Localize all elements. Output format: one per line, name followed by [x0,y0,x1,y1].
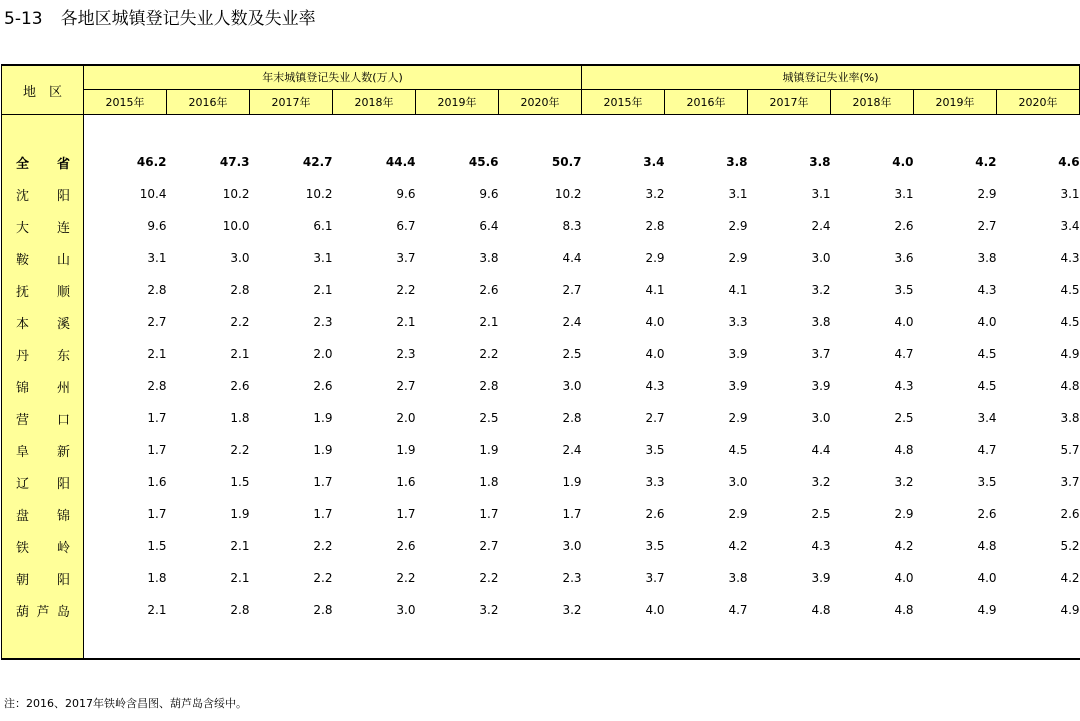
group-header-rate: 城镇登记失业率(%) [582,65,1080,89]
table-row [2,466,1080,498]
table-row [2,498,1080,530]
unemployment-rate-cell: 3.3 [728,315,748,329]
unemployed-count-cell: 2.1 [230,347,250,361]
unemployment-rate-cell: 3.9 [811,571,831,585]
region-name-char: 盘 [16,508,30,524]
region-name [2,242,84,274]
unemployment-rate-cell: 3.8 [809,155,831,169]
unemployed-count-cell: 10.2 [222,187,250,201]
unemployment-rate-cell: 3.7 [645,571,665,585]
unemployed-count-cell: 3.0 [396,603,416,617]
unemployed-count-cell: 2.8 [479,379,499,393]
unemployed-count-cell: 2.2 [479,571,499,585]
unemployment-rate-cell: 3.5 [977,475,997,489]
unemployment-rate-cell: 4.1 [728,283,748,297]
unemployed-count-cell: 1.7 [479,507,499,521]
unemployed-count-cell: 2.1 [313,283,333,297]
unemployed-count-cell: 1.9 [396,443,416,457]
region-name-char: 山 [56,252,70,268]
unemployed-count-cell: 2.8 [562,411,582,425]
unemployment-rate-cell: 3.0 [728,475,748,489]
table-body [2,115,1080,660]
region-name [2,370,84,402]
unemployment-rate-cell: 4.5 [1060,315,1080,329]
region-name [2,274,84,306]
region-name-char: 丹 [16,348,30,364]
unemployed-count-cell: 1.7 [313,507,333,521]
unemployment-rate-cell: 2.9 [728,411,748,425]
unemployed-count-cell: 1.9 [313,443,333,457]
unemployment-rate-cell: 4.8 [894,603,914,617]
region-name-char: 芦 [36,604,50,620]
unemployed-count-cell: 2.8 [230,283,250,297]
unemployed-count-cell: 1.5 [147,539,167,553]
region-name-char: 鞍 [16,252,30,268]
unemployment-rate-cell: 2.5 [811,507,831,521]
unemployment-rate-cell: 2.8 [645,219,665,233]
year-header-count: 2020年 [499,89,582,114]
unemployed-count-cell: 2.7 [396,379,416,393]
table-row [2,306,1080,338]
unemployed-count-cell: 1.8 [230,411,250,425]
region-name-char: 口 [56,412,70,428]
region-name-char: 州 [56,380,70,396]
unemployment-rate-cell: 2.6 [977,507,997,521]
region-name-char: 阳 [56,572,70,588]
unemployed-count-cell: 9.6 [479,187,499,201]
unemployed-count-cell: 1.8 [147,571,167,585]
tail-row [2,626,1080,659]
unemployed-count-cell: 2.2 [313,539,333,553]
table-row [2,434,1080,466]
group-header-count: 年末城镇登记失业人数(万人) [84,65,582,89]
unemployment-rate-cell: 4.3 [811,539,831,553]
table-row [2,146,1080,178]
unemployed-count-cell: 46.2 [136,155,167,169]
region-name-char: 本 [16,316,30,332]
unemployed-count-cell: 2.0 [396,411,416,425]
unemployed-count-cell: 2.5 [562,347,582,361]
unemployed-count-cell: 2.3 [562,571,582,585]
unemployed-count-cell: 8.3 [562,219,582,233]
region-name-char: 溪 [56,316,70,332]
unemployment-rate-cell: 4.0 [645,603,665,617]
region-name [2,178,84,210]
unemployment-rate-cell: 2.9 [728,507,748,521]
unemployed-count-cell: 9.6 [147,219,167,233]
region-name [2,498,84,530]
unemployed-count-cell: 1.7 [147,411,167,425]
region-name [2,594,84,626]
unemployment-rate-cell: 4.5 [1060,283,1080,297]
unemployment-rate-cell: 4.9 [1060,347,1080,361]
unemployed-count-cell: 3.0 [562,539,582,553]
unemployment-rate-cell: 4.2 [975,155,997,169]
unemployment-rate-cell: 4.9 [1060,603,1080,617]
unemployment-rate-cell: 4.2 [1060,571,1080,585]
unemployed-count-cell: 44.4 [385,155,416,169]
region-name [2,434,84,466]
region-header: 地 区 [2,65,84,115]
table-row [2,562,1080,594]
unemployed-count-cell: 3.7 [396,251,416,265]
unemployment-rate-cell: 4.7 [894,347,914,361]
year-header-count: 2016年 [167,89,250,114]
unemployment-rate-cell: 4.5 [728,443,748,457]
unemployment-rate-cell: 3.0 [811,411,831,425]
unemployed-count-cell: 2.2 [230,315,250,329]
unemployment-rate-cell: 3.2 [811,475,831,489]
unemployed-count-cell: 50.7 [551,155,582,169]
unemployed-count-cell: 1.7 [562,507,582,521]
unemployment-rate-cell: 3.8 [1060,411,1080,425]
year-header-count: 2018年 [333,89,416,114]
region-name-char: 连 [56,220,70,236]
region-name [2,530,84,562]
unemployed-count-cell: 42.7 [302,155,333,169]
unemployed-count-cell: 3.0 [230,251,250,265]
unemployment-rate-cell: 2.7 [977,219,997,233]
unemployed-count-cell: 1.9 [479,443,499,457]
table-row [2,210,1080,242]
year-header-count: 2015年 [84,89,167,114]
table-row [2,370,1080,402]
unemployed-count-cell: 3.2 [479,603,499,617]
unemployment-rate-cell: 4.8 [1060,379,1080,393]
region-name [2,306,84,338]
unemployed-count-cell: 4.4 [562,251,582,265]
unemployment-rate-cell: 4.8 [894,443,914,457]
unemployment-rate-cell: 2.6 [645,507,665,521]
unemployment-rate-cell: 2.5 [894,411,914,425]
unemployed-count-cell: 10.0 [222,219,250,233]
unemployed-count-cell: 1.8 [479,475,499,489]
unemployment-rate-cell: 4.0 [894,315,914,329]
unemployed-count-cell: 6.7 [396,219,416,233]
unemployed-count-cell: 2.6 [479,283,499,297]
year-header-rate: 2019年 [914,89,997,114]
unemployed-count-cell: 2.4 [562,443,582,457]
unemployment-rate-cell: 2.9 [728,219,748,233]
unemployed-count-cell: 1.7 [396,507,416,521]
unemployment-rate-cell: 2.9 [894,507,914,521]
unemployment-rate-cell: 4.6 [1058,155,1080,169]
unemployment-rate-cell: 4.3 [894,379,914,393]
region-name-char: 全 [16,156,30,172]
region-name-char: 新 [56,444,70,460]
unemployment-rate-cell: 4.0 [645,347,665,361]
year-header-rate: 2020年 [997,89,1080,114]
region-name [2,402,84,434]
year-header-rate: 2016年 [665,89,748,114]
region-name-char: 顺 [56,284,70,300]
unemployed-count-cell: 3.8 [479,251,499,265]
unemployment-rate-cell: 3.8 [977,251,997,265]
unemployment-rate-cell: 3.7 [1060,475,1080,489]
table-number: 5-13 [4,9,43,29]
region-name-char: 锦 [56,508,70,524]
unemployment-rate-cell: 4.3 [977,283,997,297]
region-name-char: 省 [56,156,70,172]
unemployment-rate-cell: 3.1 [894,187,914,201]
unemployment-rate-cell: 4.0 [977,315,997,329]
unemployed-count-cell: 2.7 [479,539,499,553]
unemployment-rate-cell: 3.1 [728,187,748,201]
unemployment-rate-cell: 3.8 [726,155,748,169]
unemployed-count-cell: 2.7 [147,315,167,329]
unemployment-rate-cell: 3.1 [811,187,831,201]
unemployment-rate-cell: 3.4 [977,411,997,425]
unemployment-rate-cell: 4.0 [977,571,997,585]
unemployed-count-cell: 2.2 [396,571,416,585]
unemployed-count-cell: 10.2 [305,187,333,201]
table-row [2,530,1080,562]
unemployment-rate-cell: 4.5 [977,347,997,361]
region-name-char: 朝 [16,572,30,588]
unemployment-rate-cell: 3.0 [811,251,831,265]
unemployed-count-cell: 2.2 [313,571,333,585]
unemployed-count-cell: 3.1 [313,251,333,265]
unemployment-rate-cell: 4.4 [811,443,831,457]
year-header-count: 2017年 [250,89,333,114]
unemployed-count-cell: 2.7 [562,283,582,297]
unemployed-count-cell: 2.8 [147,379,167,393]
unemployment-rate-cell: 3.5 [645,443,665,457]
region-name-char: 锦 [16,380,30,396]
unemployment-rate-cell: 4.2 [728,539,748,553]
region-name [2,562,84,594]
unemployed-count-cell: 47.3 [219,155,250,169]
unemployment-rate-cell: 4.0 [892,155,914,169]
unemployed-count-cell: 2.2 [230,443,250,457]
region-name-char: 葫 [16,604,30,620]
unemployed-count-cell: 2.6 [313,379,333,393]
unemployment-rate-cell: 3.9 [811,379,831,393]
unemployment-rate-cell: 2.4 [811,219,831,233]
table-row [2,338,1080,370]
region-name [2,338,84,370]
unemployment-rate-cell: 4.1 [645,283,665,297]
unemployment-rate-cell: 2.6 [1060,507,1080,521]
table-row [2,178,1080,210]
unemployment-rate-cell: 4.0 [645,315,665,329]
unemployment-rate-cell: 4.0 [894,571,914,585]
unemployed-count-cell: 2.3 [313,315,333,329]
table-row [2,402,1080,434]
region-name-char: 阜 [16,444,30,460]
unemployment-rate-cell: 3.5 [894,283,914,297]
region-name-char: 岛 [56,604,70,620]
region-name [2,210,84,242]
unemployed-count-cell: 1.5 [230,475,250,489]
unemployed-count-cell: 2.8 [313,603,333,617]
footnote: 注：2016、2017年铁岭含昌图、葫芦岛含绥中。 [4,697,247,710]
unemployment-rate-cell: 3.7 [811,347,831,361]
unemployed-count-cell: 2.0 [313,347,333,361]
unemployment-rate-cell: 3.4 [643,155,665,169]
unemployed-count-cell: 2.4 [562,315,582,329]
unemployed-count-cell: 10.2 [554,187,582,201]
unemployed-count-cell: 2.8 [147,283,167,297]
data-table [1,64,1080,660]
unemployed-count-cell: 3.1 [147,251,167,265]
table-row [2,274,1080,306]
unemployment-rate-cell: 4.2 [894,539,914,553]
unemployed-count-cell: 2.1 [230,571,250,585]
region-name-char: 岭 [56,540,70,556]
spacer-row [2,115,1080,147]
unemployment-rate-cell: 3.2 [894,475,914,489]
unemployment-rate-cell: 4.3 [1060,251,1080,265]
region-name-char: 抚 [16,284,30,300]
unemployed-count-cell: 1.7 [313,475,333,489]
unemployment-rate-cell: 4.8 [977,539,997,553]
unemployed-count-cell: 1.6 [147,475,167,489]
unemployed-count-cell: 2.1 [479,315,499,329]
unemployed-count-cell: 1.6 [396,475,416,489]
unemployment-rate-cell: 3.8 [728,571,748,585]
unemployed-count-cell: 3.0 [562,379,582,393]
region-name [2,466,84,498]
unemployment-rate-cell: 5.2 [1060,539,1080,553]
unemployment-rate-cell: 5.7 [1060,443,1080,457]
unemployed-count-cell: 2.5 [479,411,499,425]
year-header-rate: 2015年 [582,89,665,114]
unemployed-count-cell: 2.1 [147,347,167,361]
unemployed-count-cell: 2.2 [479,347,499,361]
unemployment-rate-cell: 3.9 [728,379,748,393]
unemployment-rate-cell: 3.5 [645,539,665,553]
unemployed-count-cell: 9.6 [396,187,416,201]
region-name-char: 沈 [16,188,30,204]
region-name-char: 大 [16,220,30,236]
unemployment-rate-cell: 3.4 [1060,219,1080,233]
unemployed-count-cell: 1.9 [313,411,333,425]
unemployed-count-cell: 2.6 [396,539,416,553]
unemployment-rate-cell: 4.8 [811,603,831,617]
unemployed-count-cell: 45.6 [468,155,499,169]
unemployed-count-cell: 2.1 [230,539,250,553]
year-header-rate: 2017年 [748,89,831,114]
table-row [2,242,1080,274]
table-row [2,594,1080,626]
page-title [4,6,316,32]
unemployed-count-cell: 2.1 [147,603,167,617]
unemployed-count-cell: 3.2 [562,603,582,617]
unemployment-rate-cell: 3.2 [645,187,665,201]
unemployment-rate-cell: 2.9 [728,251,748,265]
unemployment-rate-cell: 4.9 [977,603,997,617]
unemployment-rate-cell: 3.6 [894,251,914,265]
unemployment-rate-cell: 3.9 [728,347,748,361]
unemployment-rate-cell: 3.8 [811,315,831,329]
unemployed-count-cell: 2.2 [396,283,416,297]
unemployed-count-cell: 1.9 [562,475,582,489]
region-name-char: 阳 [56,188,70,204]
unemployment-rate-cell: 2.7 [645,411,665,425]
unemployment-rate-cell: 4.7 [728,603,748,617]
unemployed-count-cell: 6.1 [313,219,333,233]
unemployed-count-cell: 2.8 [230,603,250,617]
table-title: 各地区城镇登记失业人数及失业率 [60,9,316,29]
region-name-char: 营 [16,412,30,428]
region-name-char: 东 [56,348,70,364]
region-name-char: 阳 [56,476,70,492]
unemployed-count-cell: 1.7 [147,443,167,457]
unemployment-rate-cell: 3.2 [811,283,831,297]
region-name-char: 辽 [16,476,30,492]
unemployed-count-cell: 2.6 [230,379,250,393]
unemployed-count-cell: 2.3 [396,347,416,361]
unemployed-count-cell: 1.9 [230,507,250,521]
unemployment-rate-cell: 4.3 [645,379,665,393]
year-header-rate: 2018年 [831,89,914,114]
unemployment-rate-cell: 2.9 [977,187,997,201]
region-name [2,146,84,178]
year-header-count: 2019年 [416,89,499,114]
unemployment-rate-cell: 4.5 [977,379,997,393]
unemployment-rate-cell: 2.9 [645,251,665,265]
unemployed-count-cell: 10.4 [139,187,167,201]
region-name-char: 铁 [16,540,30,556]
unemployed-count-cell: 6.4 [479,219,499,233]
year-header-row [2,89,1080,114]
unemployment-rate-cell: 3.3 [645,475,665,489]
unemployment-rate-cell: 2.6 [894,219,914,233]
unemployment-rate-cell: 3.1 [1060,187,1080,201]
unemployment-rate-cell: 4.7 [977,443,997,457]
unemployed-count-cell: 1.7 [147,507,167,521]
unemployed-count-cell: 2.1 [396,315,416,329]
